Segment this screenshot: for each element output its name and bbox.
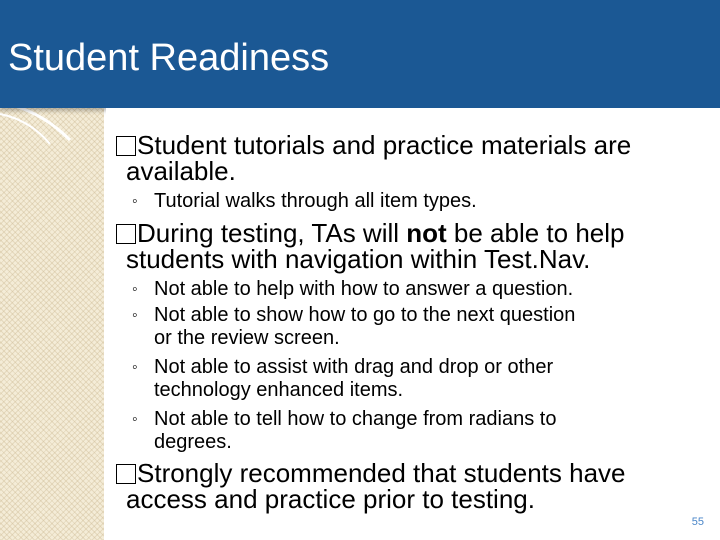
sub-bullet-circle-icon: ◦ (132, 307, 138, 324)
sub-bullet-circle-icon: ◦ (132, 359, 138, 376)
sub-bullet-circle-icon: ◦ (132, 193, 138, 210)
sub-bullet-text: Tutorial walks through all item types. (154, 190, 477, 212)
sub-bullet-answer-question (132, 278, 672, 301)
sub-bullet-text-cont: or the review screen. (154, 327, 340, 349)
sub-bullet-drag-drop (132, 356, 672, 401)
sub-bullet-radians (132, 408, 672, 453)
sub-bullet-text: Not able to show how to go to the next question (154, 304, 576, 326)
bullet-text-line2: available. (126, 156, 236, 186)
sub-bullet-circle-icon: ◦ (132, 411, 138, 428)
bullet-text-pre: During testing, TAs will (137, 218, 407, 248)
page-number: 55 (691, 516, 704, 528)
bullet-text-line2: students with navigation within Test.Nav. (126, 244, 591, 274)
sub-bullet-circle-icon: ◦ (132, 281, 138, 298)
sub-bullet-tutorial-walks (132, 190, 672, 213)
bullet-text-line1: Student tutorials and practice materials are (137, 130, 632, 160)
decorative-swoosh (0, 100, 104, 160)
bullet-text-line1: Strongly recommended that students have (137, 458, 626, 488)
sub-bullet-text: Not able to tell how to change from radians to (154, 408, 557, 430)
bullet-during-testing (116, 220, 676, 272)
slide-content (106, 108, 720, 540)
title-bar (0, 0, 720, 108)
sub-bullet-next-question (132, 304, 672, 349)
bullet-marker-icon (116, 224, 136, 244)
sub-bullet-text-cont: technology enhanced items. (154, 379, 404, 401)
sub-bullet-text: Not able to help with how to answer a question. (154, 278, 574, 300)
bullet-marker-icon (116, 464, 136, 484)
bullet-text-bold: not (406, 218, 447, 248)
sub-bullet-text-cont: degrees. (154, 431, 232, 453)
bullet-text-post: be able to help (446, 218, 625, 248)
bullet-tutorials (116, 132, 676, 184)
bullet-strongly-recommended (116, 460, 676, 512)
slide-title: Student Readiness (8, 37, 330, 79)
sub-bullet-text: Not able to assist with drag and drop or other (154, 356, 554, 378)
bullet-marker-icon (116, 136, 136, 156)
bullet-text-line2: access and practice prior to testing. (126, 484, 535, 514)
